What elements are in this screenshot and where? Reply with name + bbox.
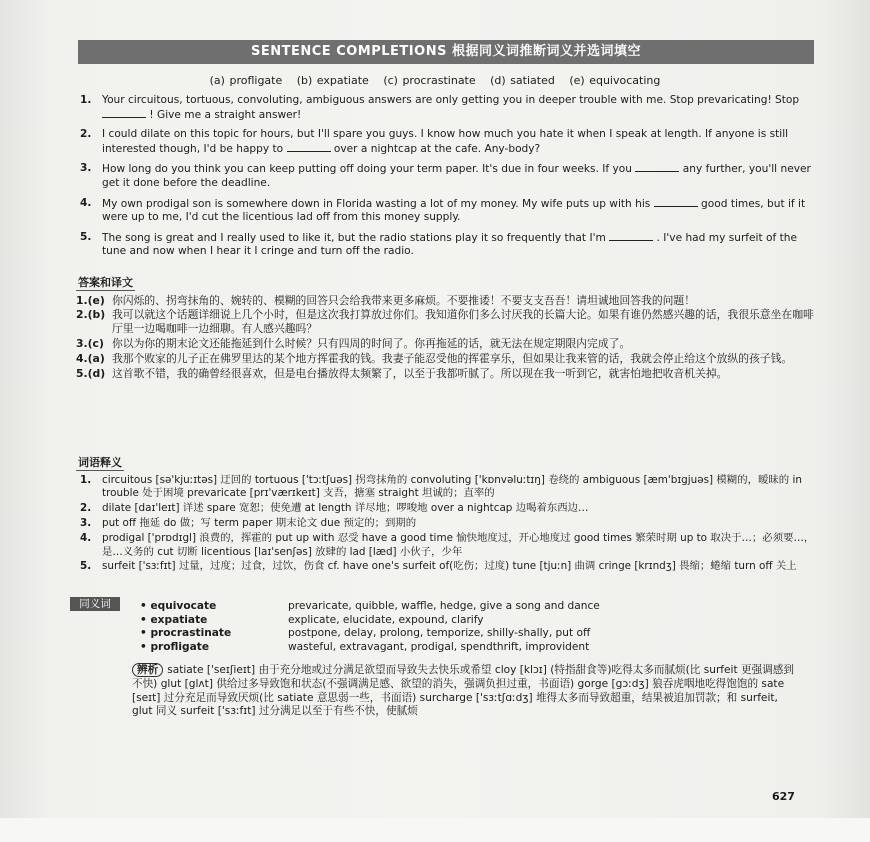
page-bottom-margin	[0, 818, 870, 842]
answer-blank	[609, 231, 653, 241]
synonyms-list	[140, 600, 800, 654]
vocab-text: dilate [daɪ'leɪt] 详述 spare 宽恕；使免遭 at length 详尽地；啰唆地 over a nightcap 边喝着东西边…	[102, 502, 589, 515]
question-text-after: any further, you'll never get it done before the deadline.	[102, 163, 811, 189]
question-number: 3.	[80, 162, 92, 175]
synonym-row	[140, 600, 800, 614]
section-title: SENTENCE COMPLETIONS 根据同义词推断词义并选词填空	[251, 44, 641, 59]
question-text-before: I could dilate on this topic for hours, but I'll spare you guys. I know how much you hate it when I speak at length. If anyone is still interested though, I'd be happy to	[102, 128, 789, 155]
question-number: 2.	[80, 128, 92, 141]
answer-item	[76, 308, 816, 336]
answer-blank	[102, 108, 146, 118]
answers-heading: 答案和译文	[78, 276, 133, 289]
vocab-number: 1.	[80, 473, 92, 486]
synonym-headword: • procrastinate	[140, 627, 288, 641]
question-number: 1.	[80, 94, 92, 106]
question-text-after: good times, but if it were up to me, I'd cut the licentious lad off from this money supply.	[102, 197, 806, 224]
vocabulary-heading: 词语释义	[78, 456, 122, 469]
synonyms-tag: 同义词	[70, 597, 120, 611]
answer-text: 你闪烁的、拐弯抹角的、婉转的、模糊的回答只会给我带来更多麻烦。不要推诿！不要支支吾吾！请坦诚地回答我的问题！	[112, 293, 696, 307]
vocab-text: surfeit ['sɜːfɪt] 过量，过度；过食，过饮，伤食 cf. have one's surfeit of(吃伤；过度) tune [tjuːn] 曲调 cringe [krɪndʒ] 畏缩；蜷缩 turn off 关上	[102, 560, 797, 573]
vocab-item	[76, 560, 816, 574]
answers-section	[76, 276, 816, 381]
question-text-after: . I've had my surfeit of the tune and now when I hear it I cringe and turn off the radio.	[102, 231, 797, 258]
vocab-number: 4.	[80, 531, 92, 544]
answer-item	[76, 294, 816, 308]
answer-text: 你以为你的期末论文还能拖延到什么时候？只有四周的时间了。你再拖延的话，就无法在规定期限内完成了。	[112, 336, 631, 350]
vocab-number: 2.	[80, 502, 92, 515]
question-text-before: Your circuitous, tortuous, convoluting, ambiguous answers are only getting you in deeper trouble with me. Stop prevaricating! Stop	[102, 94, 800, 106]
usage-note	[132, 664, 800, 719]
vocab-number: 5.	[80, 560, 92, 573]
answer-number: 2.(b)	[76, 308, 106, 322]
section-title-bar	[78, 40, 814, 64]
vocab-text: prodigal ['prɒdɪgl] 浪费的，挥霍的 put up with 忍受 have a good time 愉快地度过，开心地度过 good times 繁荣时期 up to 取决于…；必须要…，是…义务的 cut 切断 licentious [laɪ'senʃəs] 放肆的 lad [læd] 小伙子，少年	[102, 531, 815, 558]
answer-text: 这首歌不错，我的确曾经很喜欢，但是电台播放得太频繁了，以至于我都听腻了。所以现在我一听到它，就害怕地把收音机关掉。	[112, 366, 728, 380]
question-item	[76, 94, 816, 122]
question-number: 4.	[80, 196, 92, 209]
page-number: 627	[772, 790, 795, 803]
synonym-words: explicate, elucidate, expound, clarify	[288, 613, 484, 626]
synonym-row	[140, 627, 800, 641]
answer-text: 我那个败家的儿子正在佛罗里达的某个地方挥霍我的钱。我妻子能忍受他的挥霍享乐，但如果让我来管的话，我就会停止给这个放纵的孩子钱。	[112, 351, 793, 365]
synonym-words: postpone, delay, prolong, temporize, shilly-shally, put off	[288, 627, 591, 640]
question-item	[76, 231, 816, 259]
vocab-item	[76, 474, 816, 502]
question-text-before: My own prodigal son is somewhere down in Florida wasting a lot of my money. My wife puts up with his	[102, 197, 654, 210]
answer-item	[76, 352, 816, 366]
choice-b: (b) expatiate	[296, 74, 369, 87]
choice-e: (e) equivocating	[569, 74, 661, 87]
question-text-after: ! Give me a straight answer!	[146, 108, 302, 121]
vocab-item	[76, 502, 816, 516]
vocab-text: put off 拖延 do 做；写 term paper 期末论文 due 预定的；到期的	[102, 516, 417, 529]
choice-c: (c) procrastinate	[383, 74, 476, 87]
question-item	[76, 128, 816, 156]
synonym-headword: • expatiate	[140, 614, 288, 628]
vocab-item	[76, 532, 816, 560]
synonym-headword: • equivocate	[140, 600, 288, 614]
vocab-number: 3.	[80, 516, 92, 529]
choice-a: (a) profligate	[209, 74, 283, 87]
vocabulary-section	[76, 456, 816, 575]
usage-note-tag: 辨析	[132, 663, 163, 677]
answer-blank	[654, 197, 698, 207]
question-item	[76, 197, 816, 225]
usage-note-text: satiate ['seɪʃieɪt] 由于充分地或过分满足欲望而导致失去快乐或希望 cloy [klɔɪ] (特指甜食等)吃得太多而腻烦(比 surfeit 更强调感到不快) glut [glʌt] 供给过多导致饱和状态(不强调满足感、欲望的消失，强调负担过重，书面语) gorge [gɔːdʒ] 狼吞虎咽地吃得饱饱的 sate [seɪt] 过分充足而导致厌烦(比 satiate 意思弱一些，书面语) surcharge ['sɜːtʃɑːdʒ] 堆得太多而导致超重，结果被追加罚款；和 surfeit, glut 同义 surfeit ['sɜːfɪt] 过分满足以至于有些不快，使腻烦	[132, 664, 794, 718]
answer-item	[76, 337, 816, 351]
vocab-text: circuitous [sə'kjuːɪtəs] 迂回的 tortuous ['tɔːtʃuəs] 拐弯抹角的 convoluting ['kɒnvəluːtɪŋ] 卷绕的 ambiguous [æm'bɪgjuəs] 模糊的，暧昧的 in trouble 处于困境 prevaricate [prɪ'værɪkeɪt] 支吾，搪塞 straight 坦诚的；直率的	[102, 473, 802, 500]
question-text-before: How long do you think you can keep putting off doing your term paper. It's due in four weeks. If you	[102, 163, 636, 176]
questions-list	[76, 94, 816, 265]
synonym-headword: • profligate	[140, 641, 288, 655]
answer-choices	[0, 74, 870, 87]
answer-blank	[635, 162, 679, 172]
synonym-row	[140, 641, 800, 655]
answer-number: 4.(a)	[76, 351, 105, 365]
answer-number: 5.(d)	[76, 366, 106, 380]
synonym-words: wasteful, extravagant, prodigal, spendthrift, improvident	[288, 640, 590, 653]
question-item	[76, 162, 816, 190]
answer-text: 我可以就这个话题详细说上几个小时，但是这次我打算放过你们。我知道你们多么讨厌我的长篇大论。如果有谁仍然感兴趣的话，我很乐意坐在咖啡厅里一边喝咖啡一边细聊。有人感兴趣吗？	[112, 308, 814, 336]
answer-item	[76, 367, 816, 381]
vocab-item	[76, 517, 816, 531]
question-number: 5.	[80, 230, 92, 243]
question-text-after: over a nightcap at the cafe. Any-body?	[330, 142, 541, 155]
choice-d: (d) satiated	[490, 74, 555, 87]
synonym-words: prevaricate, quibble, waffle, hedge, give a song and dance	[288, 600, 600, 612]
answer-number: 1.(e)	[76, 293, 105, 307]
question-text-before: The song is great and I really used to like it, but the radio stations play it so frequently that I'm	[102, 231, 610, 244]
answer-number: 3.(c)	[76, 336, 104, 350]
synonym-row	[140, 614, 800, 628]
answer-blank	[287, 142, 331, 152]
